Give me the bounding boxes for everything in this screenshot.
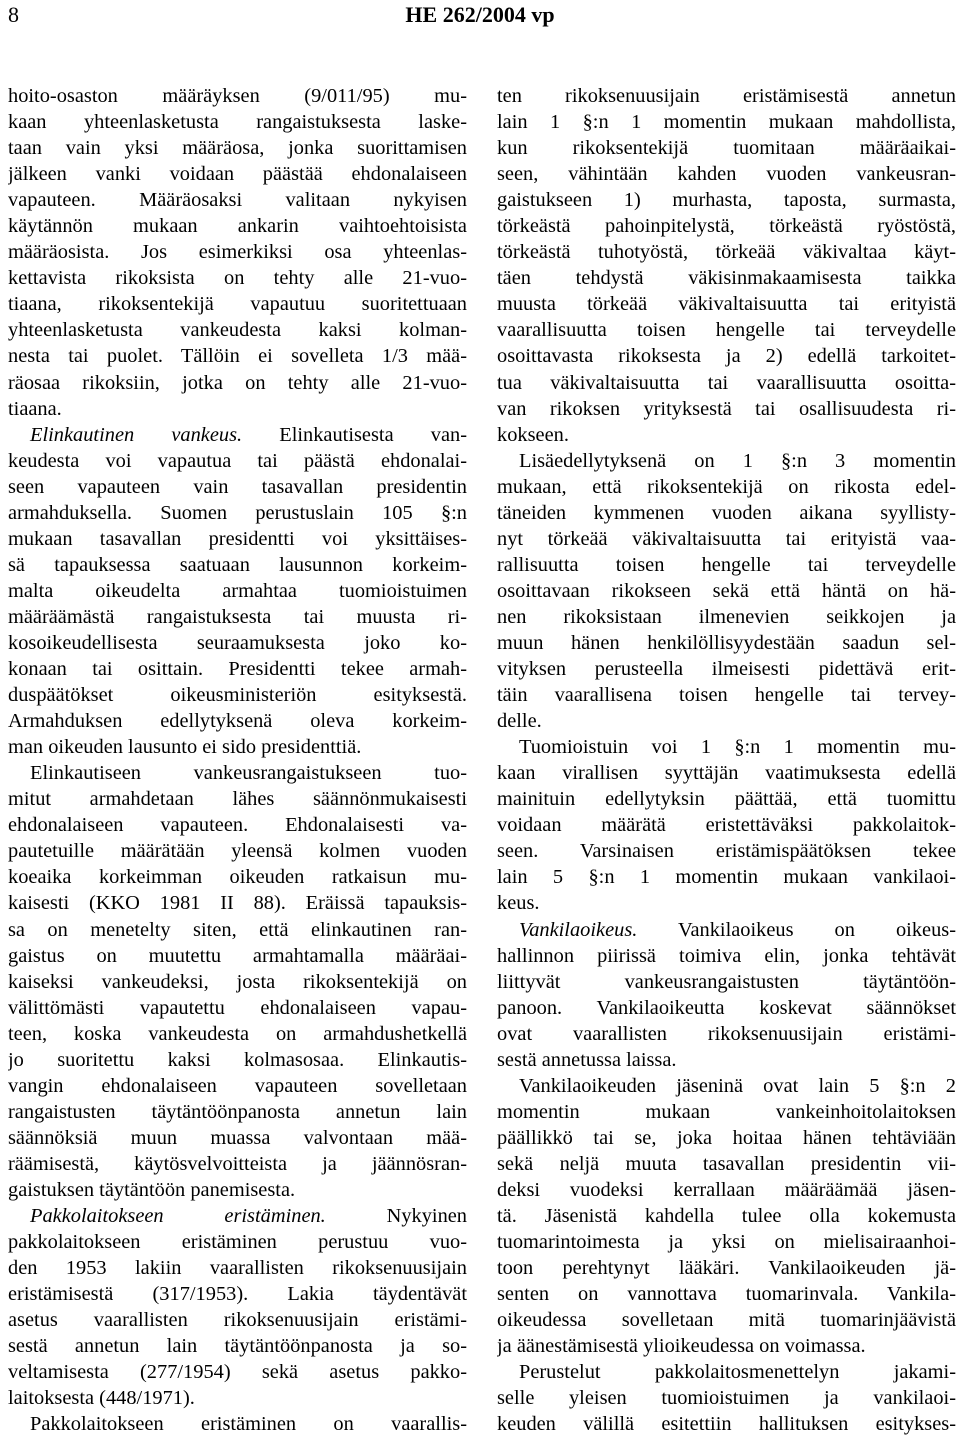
line-text: laitoksesta (448/1971).: [8, 1387, 195, 1410]
text-line: [497, 1333, 956, 1359]
text-line: [8, 370, 467, 396]
line-text: toon perehtynyt lääkäri. Vankilaoikeuden jä-: [497, 1257, 956, 1280]
text-line: [497, 526, 956, 552]
line-text: eristämisestä (317/1953). Lakia täydentävät: [8, 1283, 467, 1306]
line-text: kaisesti (KKO 1981 II 88). Eräissä tapauksis-: [8, 892, 467, 915]
line-text: lain 5 §:n 1 momentin mukaan vankilaoi-: [497, 866, 956, 889]
line-text: tiaana.: [8, 397, 62, 420]
text-line: [497, 1151, 956, 1177]
line-text: seen vapauteen vain tasavallan presidentin: [8, 475, 467, 498]
text-line: [497, 422, 956, 448]
text-line: [497, 1411, 956, 1437]
section-heading: Vankilaoikeus.: [519, 918, 638, 941]
text-line: [8, 1021, 467, 1047]
text-line: [497, 1229, 956, 1255]
text-line: [8, 630, 467, 656]
text-line: [497, 1177, 956, 1203]
line-text: mitut armahdetaan lähes säännönmukaisesti: [8, 788, 467, 811]
text-line: [8, 995, 467, 1021]
line-text: mainituin edellytyksin päättää, että tuomittu: [497, 788, 956, 811]
line-text: yhteenlasketusta vankeudesta kaksi kolman-: [8, 319, 467, 342]
text-line: [497, 500, 956, 526]
line-text: kaan yhteenlasketusta rangaistuksesta laske-: [8, 111, 467, 134]
line-text: kokseen.: [497, 423, 569, 446]
text-line: [497, 448, 956, 474]
text-line: [8, 1047, 467, 1073]
line-text: osoittavaan rikokseen sekä että häntä on hä-: [497, 579, 956, 602]
text-line: [8, 786, 467, 812]
line-text: sekä neljä muuta tasavallan presidentin vii-: [497, 1152, 956, 1175]
text-line: [497, 396, 956, 422]
text-line: [8, 448, 467, 474]
text-line: [497, 734, 956, 760]
line-text: rallisuutta toisen hengelle tai terveydelle: [497, 553, 956, 576]
line-text: ten rikoksenuusijain eristämisestä annetun: [497, 85, 956, 107]
text-line: [8, 1099, 467, 1125]
text-line: [497, 1359, 956, 1385]
text-line: [497, 1281, 956, 1307]
line-text: täneiden kymmenen vuoden aikana syyllisty-: [497, 501, 956, 524]
text-line: [8, 474, 467, 500]
text-line: [8, 1307, 467, 1333]
line-text: törkeästä pahoinpitelystä, törkeästä ryöstöstä,: [497, 215, 956, 238]
text-line: [8, 1177, 467, 1203]
line-text: voidaan määrätä eristettäväksi pakkolaitok-: [497, 814, 956, 837]
text-line: [8, 83, 467, 109]
text-line: [8, 969, 467, 995]
text-line: [497, 943, 956, 969]
line-text: vaarallisuutta toisen hengelle tai terveydelle: [497, 319, 956, 342]
line-text: asetus vaarallisten rikoksenuusijain eristämi-: [8, 1309, 467, 1332]
text-line: [497, 995, 956, 1021]
line-text: van rikoksen yrityksestä tai osallisuudesta ri-: [497, 397, 956, 420]
text-line: [8, 1255, 467, 1281]
text-line: [8, 422, 467, 448]
line-text: Vankilaoikeus on oikeus-: [637, 918, 956, 941]
text-line: [497, 265, 956, 291]
text-line: [8, 213, 467, 239]
line-text: rangaistusten täytäntöönpanosta annetun lain: [8, 1100, 467, 1123]
text-line: [497, 708, 956, 734]
text-line: [8, 1229, 467, 1255]
line-text: määräosista. Jos esimerkiksi osa yhteenlas-: [8, 241, 467, 264]
text-line: [497, 578, 956, 604]
text-line: [8, 578, 467, 604]
text-line: [497, 213, 956, 239]
text-line: [8, 109, 467, 135]
line-text: Tuomioistuin voi 1 §:n 1 momentin mu-: [519, 736, 956, 759]
line-text: kaan virallisen syyttäjän vaatimuksesta edellä: [497, 762, 956, 785]
text-line: [497, 135, 956, 161]
line-text: täin vaarallisena toisen hengelle tai tervey-: [497, 684, 956, 707]
line-text: tua väkivaltaisuutta tai vaarallisuutta osoitta-: [497, 371, 956, 394]
text-line: [497, 656, 956, 682]
line-text: vityksen perusteella ilmeisesti pidettävä erit-: [497, 658, 956, 681]
text-line: [8, 526, 467, 552]
line-text: pautetuille määrätään yleensä kolmen vuoden: [8, 840, 467, 863]
line-text: tuomarintoimesta ja yksi on mielisairaanhoi-: [497, 1231, 956, 1254]
line-text: veltamisesta (277/1954) sekä asetus pakko-: [8, 1361, 467, 1384]
line-text: sestä annetussa laissa.: [497, 1048, 677, 1071]
text-line: [497, 1203, 956, 1229]
line-text: Pakkolaitokseen eristäminen on vaarallis-: [30, 1413, 467, 1436]
line-text: senten on vannottava tuomarinvala. Vankila-: [497, 1283, 956, 1306]
text-line: [8, 1333, 467, 1359]
text-line: [8, 682, 467, 708]
line-text: gaistus on muutettu armahtamalla määräai-: [8, 944, 467, 967]
text-line: [8, 890, 467, 916]
line-text: Nykyinen: [325, 1205, 467, 1228]
text-line: [8, 943, 467, 969]
text-line: [497, 474, 956, 500]
text-line: [8, 396, 467, 422]
line-text: säännöksiä muun muassa valvontaan mää-: [8, 1126, 467, 1149]
text-line: [8, 161, 467, 187]
line-text: armahduksella. Suomen perustuslain 105 §:n: [8, 501, 467, 524]
line-text: duspäätökset oikeusministeriön esityksestä.: [8, 684, 467, 707]
line-text: delle.: [497, 710, 542, 733]
line-text: ehdonalaiseen vapauteen. Ehdonalaisesti va-: [8, 814, 467, 837]
text-line: [8, 239, 467, 265]
text-line: [497, 552, 956, 578]
text-line: [497, 760, 956, 786]
text-line: [8, 317, 467, 343]
line-text: päällikkö tai se, joka hoitaa hänen tehtäviään: [497, 1126, 956, 1149]
line-text: deksi vuodeksi kerrallaan määräämää jäsen-: [497, 1178, 956, 1201]
text-line: [8, 734, 467, 760]
text-line: [8, 864, 467, 890]
line-text: keudesta voi vapautua tai päästä ehdonalai-: [8, 449, 467, 472]
line-text: kosoikeudellisesta seuraamuksesta joko ko-: [8, 631, 467, 654]
line-text: vangin ehdonalaiseen vapauteen sovelletaan: [8, 1074, 467, 1097]
section-heading: Elinkautinen vankeus.: [30, 423, 243, 446]
text-line: [8, 812, 467, 838]
line-text: taan vain yksi määräosa, jonka suorittamisen: [8, 137, 467, 160]
text-line: [497, 1255, 956, 1281]
line-text: seen, vähintään kahden vuoden vankeusran-: [497, 163, 956, 186]
line-text: lain 1 §:n 1 momentin mukaan mahdollista,: [497, 111, 956, 134]
line-text: nyt törkeää väkivaltaisuutta tai erityistä vaa-: [497, 527, 956, 550]
text-line: [497, 1125, 956, 1151]
text-line: [497, 343, 956, 369]
line-text: tiaana, rikoksentekijä vapautuu suoritettuaan: [8, 293, 467, 316]
text-line: [8, 265, 467, 291]
line-text: liittyvät vankeusrangaistusten täytäntöön-: [497, 970, 956, 993]
line-text: den 1953 lakiin vaarallisten rikoksenuusijain: [8, 1257, 467, 1280]
text-line: [8, 291, 467, 317]
text-line: [8, 500, 467, 526]
line-text: osoittavasta rikoksesta ja 2) edellä tarkoitet-: [497, 345, 956, 368]
line-text: keus.: [497, 892, 540, 915]
text-line: [8, 760, 467, 786]
text-line: [8, 1359, 467, 1385]
text-line: [497, 969, 956, 995]
text-line: [497, 1073, 956, 1099]
line-text: teen, koska vankeudesta on armahdushetkellä: [8, 1022, 467, 1045]
text-line: [8, 187, 467, 213]
text-line: [497, 890, 956, 916]
text-line: [8, 1151, 467, 1177]
page-number: 8: [8, 2, 19, 27]
text-line: [497, 239, 956, 265]
text-line: [497, 630, 956, 656]
text-line: [8, 656, 467, 682]
line-text: mukaan tasavallan presidentti voi yksittäises-: [8, 527, 467, 550]
text-line: [8, 838, 467, 864]
line-text: ovat vaarallisten rikoksenuusijain eristämi-: [497, 1022, 956, 1045]
text-line: [497, 812, 956, 838]
line-text: keuden välillä esitettiin hallituksen esitykses-: [497, 1413, 956, 1436]
line-text: räosaa rikoksiin, jotka on tehty alle 21-vuo-: [8, 371, 467, 394]
line-text: välittömästi vapautettu ehdonalaiseen vapau-: [8, 996, 467, 1019]
line-text: kun rikoksentekijä tuomitaan määräaikai-: [497, 137, 956, 160]
line-text: törkeästä tuhotyöstä, törkeää väkivaltaa käyt-: [497, 241, 956, 264]
line-text: man oikeuden lausunto ei sido presidenttiä.: [8, 736, 362, 759]
line-text: sa on menetelty siten, että elinkautinen ran-: [8, 918, 467, 941]
line-text: sä tapauksessa saatuaan lausunnon korkeim-: [8, 553, 467, 576]
left-text-column: [8, 83, 467, 1437]
text-line: [8, 1281, 467, 1307]
text-line: [497, 1099, 956, 1125]
text-line: [8, 1411, 467, 1437]
line-text: malta oikeudelta armahtaa tuomioistuimen: [8, 579, 467, 602]
document-reference: HE 262/2004 vp: [405, 2, 555, 27]
line-text: täen tehdystä väkisinmakaamisesta taikka: [497, 267, 956, 290]
line-text: Lisäedellytyksenä on 1 §:n 3 momentin: [519, 449, 956, 472]
text-line: [497, 1021, 956, 1047]
line-text: oikeudessa sovelletaan mitä tuomarinjäävistä: [497, 1309, 956, 1332]
line-text: räämisestä, käytösvelvoitteista ja jäännösran-: [8, 1152, 467, 1175]
line-text: jo suoritettu kaksi kolmasosaa. Elinkautis-: [8, 1048, 467, 1071]
text-line: [497, 1307, 956, 1333]
text-line: [8, 1125, 467, 1151]
line-text: Vankilaoikeuden jäseninä ovat lain 5 §:n 2: [519, 1074, 956, 1097]
text-line: [497, 291, 956, 317]
line-text: muusta törkeää väkivaltaisuutta tai erityistä: [497, 293, 956, 316]
line-text: jälkeen vanki voidaan päästää ehdonalaiseen: [8, 163, 467, 186]
text-line: [8, 1203, 467, 1229]
line-text: gaistuksen täytäntöön panemisesta.: [8, 1178, 296, 1201]
line-text: nen rikoksistaan ilmenevien seikkojen ja: [497, 605, 956, 628]
text-line: [497, 604, 956, 630]
line-text: mukaan, että rikoksentekijä on rikosta edel-: [497, 475, 956, 498]
text-line: [497, 786, 956, 812]
text-line: [497, 917, 956, 943]
right-text-column: [497, 83, 956, 1437]
text-line: [497, 109, 956, 135]
text-line: [497, 370, 956, 396]
text-line: [8, 1385, 467, 1411]
text-line: [8, 917, 467, 943]
line-text: sestä annetun lain täytäntöönpanosta ja so-: [8, 1335, 467, 1358]
line-text: käytännön mukaan ankarin vaihtoehtoisista: [8, 215, 467, 238]
text-line: [8, 1073, 467, 1099]
text-line: [497, 83, 956, 109]
text-line: [497, 864, 956, 890]
line-text: hallinnon piirissä toimiva elin, jonka tehtävät: [497, 944, 956, 967]
line-text: vapauteen. Määräosaksi valitaan nykyisen: [8, 189, 467, 212]
section-heading: Pakkolaitokseen eristäminen.: [30, 1205, 326, 1228]
line-text: muun hänen henkilöllisyydestään saadun sel-: [497, 631, 956, 654]
line-text: konaan tai osittain. Presidentti tekee armah-: [8, 658, 467, 681]
text-line: [497, 1047, 956, 1073]
line-text: Perustelut pakkolaitosmenettelyn jakami-: [519, 1361, 956, 1384]
line-text: selle yleisen tuomioistuimen ja vankilaoi-: [497, 1387, 956, 1410]
line-text: seen. Varsinaisen eristämispäätöksen tekee: [497, 840, 956, 863]
text-line: [8, 135, 467, 161]
line-text: Elinkautiseen vankeusrangaistukseen tuo-: [30, 762, 467, 785]
line-text: Armahduksen edellytyksenä oleva korkeim-: [8, 710, 467, 733]
text-line: [497, 838, 956, 864]
text-line: [497, 187, 956, 213]
line-text: kaiseksi vankeudeksi, josta rikoksentekijä on: [8, 970, 467, 993]
line-text: määräämästä rangaistuksesta tai muusta ri-: [8, 605, 467, 628]
text-line: [8, 708, 467, 734]
line-text: tä. Jäsenistä kahdella tulee olla kokemusta: [497, 1205, 956, 1228]
text-line: [497, 1385, 956, 1411]
line-text: koeaika korkeimman oikeuden ratkaisun mu-: [8, 866, 467, 889]
line-text: panoon. Vankilaoikeutta koskevat säännökset: [497, 996, 956, 1019]
line-text: nesta tai puolet. Tällöin ei sovelleta 1/3 mää-: [8, 345, 467, 368]
line-text: hoito-osaston määräyksen (9/011/95) mu-: [8, 85, 467, 107]
line-text: pakkolaitokseen eristäminen perustuu vuo-: [8, 1231, 467, 1254]
text-line: [8, 552, 467, 578]
line-text: momentin mukaan vankeinhoitolaitoksen: [497, 1100, 956, 1123]
line-text: ja äänestämisestä ylioikeudessa on voimassa.: [497, 1335, 866, 1358]
text-line: [497, 161, 956, 187]
line-text: gaistukseen 1) murhasta, taposta, surmasta,: [497, 189, 956, 212]
text-line: [497, 317, 956, 343]
text-line: [497, 682, 956, 708]
text-line: [8, 604, 467, 630]
line-text: kettavista rikoksista on tehty alle 21-vuo-: [8, 267, 467, 290]
line-text: Elinkautisesta van-: [242, 423, 467, 446]
text-line: [8, 343, 467, 369]
